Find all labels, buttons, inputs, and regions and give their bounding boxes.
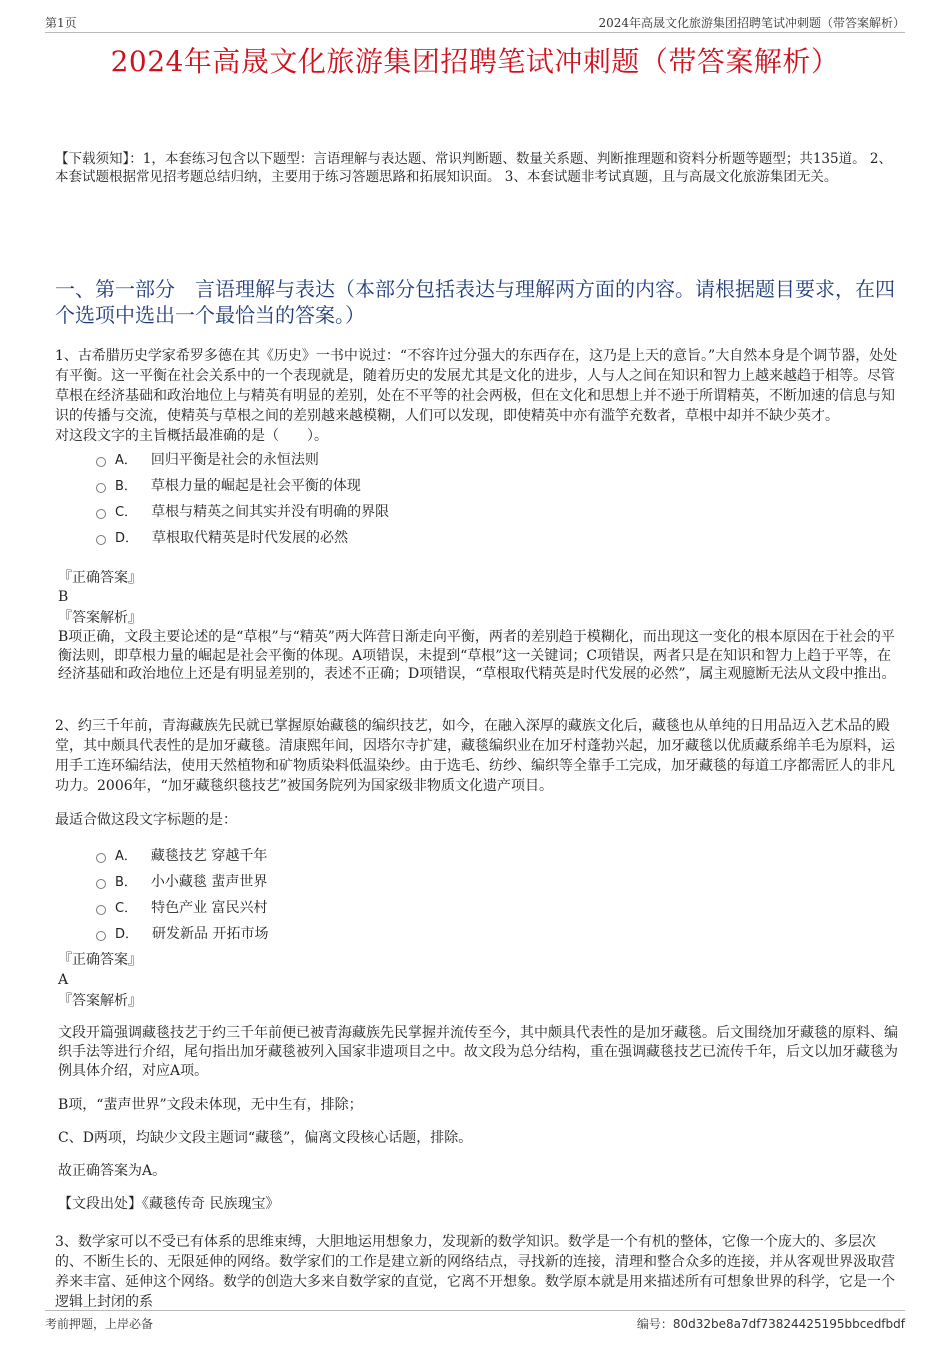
radio-icon[interactable]: [96, 535, 106, 545]
question-1-option-c[interactable]: C． 草根与精英之间其实并没有明确的界限: [96, 499, 389, 525]
question-1-option-b[interactable]: B． 草根力量的崛起是社会平衡的体现: [96, 473, 389, 499]
question-1-prompt: 对这段文字的主旨概括最准确的是（ ）。: [55, 428, 328, 444]
download-notice: 【下载须知】：1，本套练习包含以下题型：言语理解与表达题、常识判断题、数量关系题、判断推理题和资料分析题等题型；共135道。 2、本套试题根据常见招考题总结归纳，主要用于练习答题思路和拓展知识面。 3、本套试题非考试真题，且与高晟文化旅游集团无关。: [55, 151, 892, 185]
question-2-source: 【文段出处】《藏毯传奇 民族瑰宝》: [58, 1196, 280, 1212]
question-2-analysis-p2: B项，“蜚声世界”文段未体现，无中生有，排除；: [58, 1097, 363, 1113]
page-number: 第1页: [45, 16, 77, 30]
question-1-text: 1、古希腊历史学家希罗多德在其《历史》一书中说过：“不容许过分强大的东西存在，这乃是上天的意旨。”大自然本身是个调节器，处处有平衡。这一平衡在社会关系中的一个表现就是，随着历史的发展尤其是文化的进步，人与人之间在知识和智力上越来越趋于相等。尽管草根在经济基础和政治地位上与精英有明显的差别，处在不平等的社会两极，但在文化和思想上并不逊于所谓精英，不断加速的信息与知识的传播与交流，使精英与草根之间的差别越来越模糊，人们可以发现，即使精英中亦有滥竽充数者，草根中却并不缺少英才。: [55, 348, 898, 424]
question-1-option-d[interactable]: D． 草根取代精英是时代发展的必然: [96, 525, 389, 551]
question-2-options: [96, 843, 268, 947]
question-1-analysis-label: 『答案解析』: [58, 610, 142, 626]
header-title: 2024年高晟文化旅游集团招聘笔试冲刺题（带答案解析）: [598, 16, 905, 30]
question-1-option-a[interactable]: A． 回归平衡是社会的永恒法则: [96, 447, 389, 473]
radio-icon[interactable]: [96, 457, 106, 467]
radio-icon[interactable]: [96, 905, 106, 915]
question-2-analysis-p3: C、D两项，均缺少文段主题词“藏毯”，偏离文段核心话题，排除。: [58, 1130, 473, 1146]
footer-code: 编号：80d32be8a7df73824425195bbcedfbdf: [636, 1317, 905, 1331]
question-2-text: 2、约三千年前，青海藏族先民就已掌握原始藏毯的编织技艺，如今，在融入深厚的藏族文化后，藏毯也从单纯的日用品迈入艺术品的殿堂，其中颇具代表性的是加牙藏毯。清康熙年间，因塔尔寺扩建，藏毯编织业在加牙村蓬勃兴起，加牙藏毯以优质藏系绵羊毛为原料，运用手工连环编结法，使用天然植物和矿物质染料低温染纱。由于选毛、纺纱、编织等全靠手工完成，加牙藏毯的每道工序都需匠人的非凡功力。2006年，“加牙藏毯织毯技艺”被国务院列为国家级非物质文化遗产项目。: [55, 718, 895, 794]
question-2-option-b[interactable]: B． 小小藏毯 蜚声世界: [96, 869, 268, 895]
question-2-analysis-p4: 故正确答案为A。: [58, 1163, 167, 1179]
radio-icon[interactable]: [96, 853, 106, 863]
question-2-answer-label: 『正确答案』: [58, 952, 142, 968]
document-title: 2024年高晟文化旅游集团招聘笔试冲刺题（带答案解析）: [110, 45, 840, 78]
radio-icon[interactable]: [96, 509, 106, 519]
question-2-option-c[interactable]: C． 特色产业 富民兴村: [96, 895, 268, 921]
footer-slogan: 考前押题，上岸必备: [45, 1317, 154, 1331]
question-1-answer-label: 『正确答案』: [58, 570, 142, 586]
question-1-analysis: B项正确，文段主要论述的是“草根”与“精英”两大阵营日渐走向平衡，两者的差别趋于模糊化，而出现这一变化的根本原因在于社会的平衡法则，即草根力量的崛起是社会平衡的体现。A项错误，未提到“草根”这一关键词；C项错误，两者只是在知识和智力上趋于平等，在经济基础和政治地位上还是有明显差别的，表述不正确；D项错误，“草根取代精英是时代发展的必然”，属主观臆断无法从文段中推出。: [58, 629, 896, 682]
section-title: 一、第一部分 言语理解与表达（本部分包括表达与理解两方面的内容。请根据题目要求，在四个选项中选出一个最恰当的答案。）: [55, 277, 895, 327]
question-2-prompt: 最适合做这段文字标题的是：: [55, 812, 237, 828]
question-1-answer: B: [58, 589, 69, 605]
question-2-analysis-p1: 文段开篇强调藏毯技艺于约三千年前便已被青海藏族先民掌握并流传至今，其中颇具代表性的是加牙藏毯。后文围绕加牙藏毯的原料、编织手法等进行介绍，尾句指出加牙藏毯被列入国家非遗项目之中。故文段为总分结构，重在强调藏毯技艺已流传千年，后文以加牙藏毯为例具体介绍，对应A项。: [58, 1025, 898, 1079]
question-3-text: 3、数学家可以不受已有体系的思维束缚，大胆地运用想象力，发现新的数学知识。数学是一个有机的整体，它像一个庞大的、多层次的、不断生长的、无限延伸的网络。数学家们的工作是建立新的网络结点，寻找新的连接，清理和整合众多的连接，并从客观世界汲取营养来丰富、延伸这个网络。数学的创造大多来自数学家的直觉，它离不开想象。数学原本就是用来描述所有可想象世界的科学，它是一个逻辑上封闭的系: [55, 1234, 895, 1310]
radio-icon[interactable]: [96, 931, 106, 941]
question-2-answer: A: [58, 972, 69, 988]
page-footer: [45, 1310, 905, 1333]
question-2-option-a[interactable]: A． 藏毯技艺 穿越千年: [96, 843, 268, 869]
page-header: [45, 14, 905, 33]
radio-icon[interactable]: [96, 483, 106, 493]
question-2-option-d[interactable]: D． 研发新品 开拓市场: [96, 921, 268, 947]
question-1-options: [96, 447, 389, 551]
radio-icon[interactable]: [96, 879, 106, 889]
question-2-analysis-label: 『答案解析』: [58, 993, 142, 1009]
